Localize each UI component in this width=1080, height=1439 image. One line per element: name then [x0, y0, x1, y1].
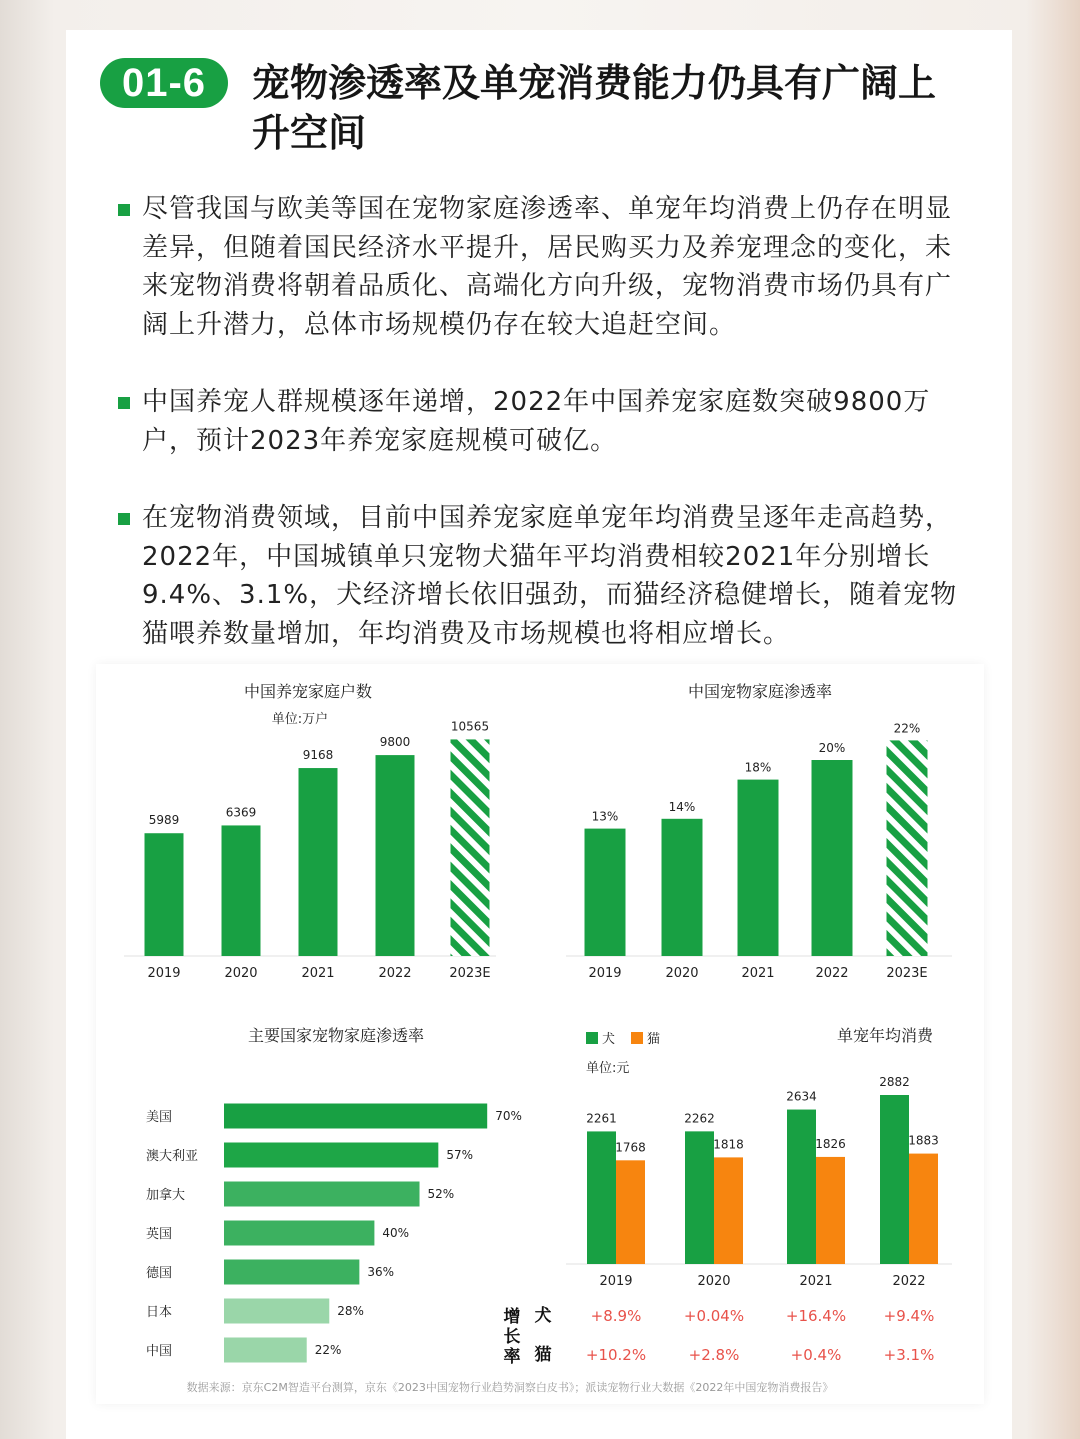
chart2-bar [887, 740, 928, 956]
chart1-bar [376, 755, 415, 956]
growth-value: +16.4% [785, 1307, 847, 1325]
chart1-value-label: 10565 [450, 719, 490, 734]
charts-panel [96, 664, 984, 1404]
chart3-bar [224, 1338, 307, 1363]
chart1-value-label: 6369 [225, 805, 257, 820]
chart4-tick-label: 2021 [799, 1274, 833, 1289]
paragraph-text: 尽管我国与欧美等国在宠物家庭渗透率、单宠年均消费上仍存在明显差异，但随着国民经济水平提升，居民购买力及养宠理念的变化，未来宠物消费将朝着品质化、高端化方向升级，宠物消费市场仍具有广阔上升潜力，总体市场规模仍存在较大追赶空间。 [142, 194, 953, 340]
bullet-square-icon [118, 513, 130, 525]
chart4-bar-cat [816, 1157, 845, 1264]
chart4-bar-cat [616, 1160, 645, 1264]
chart4-value-label-cat: 1826 [815, 1136, 846, 1151]
chart2-tick-label: 2023E [886, 966, 928, 981]
chart4-tick-label: 2022 [892, 1274, 926, 1289]
chart3-bar [224, 1221, 374, 1246]
chart3-value-label: 40% [382, 1226, 410, 1240]
chart4-unit: 单位:元 [586, 1061, 630, 1076]
growth-value: +0.4% [790, 1346, 842, 1364]
growth-value: +2.8% [688, 1346, 740, 1364]
chart3-value-label: 70% [495, 1109, 522, 1123]
chart3-value-label: 22% [314, 1343, 342, 1357]
chart4-bar-dog [787, 1110, 816, 1264]
chart3-category-label: 加拿大 [146, 1188, 186, 1203]
chart4-value-label-cat: 1818 [713, 1137, 744, 1152]
chart3-bar [224, 1104, 487, 1129]
chart4-value-label-dog: 2882 [879, 1075, 910, 1089]
growth-rate-label: 率 [503, 1347, 521, 1367]
chart1-tick-label: 2020 [224, 966, 258, 981]
growth-value: +10.2% [585, 1346, 647, 1364]
section-badge: 01-6 [100, 58, 228, 108]
chart3-category-label: 美国 [146, 1110, 173, 1125]
growth-value: +3.1% [883, 1346, 935, 1364]
chart2-value-label: 13% [591, 809, 619, 824]
legend-swatch-cat [631, 1032, 643, 1044]
chart2-bar [812, 760, 853, 956]
chart1-value-label: 9168 [302, 748, 334, 763]
chart1-unit: 单位:万户 [271, 712, 329, 727]
chart1-tick-label: 2021 [301, 966, 335, 981]
chart3-category-label: 德国 [146, 1266, 173, 1281]
chart2-value-label: 14% [668, 799, 696, 814]
growth-value: +0.04% [683, 1307, 745, 1325]
chart4-tick-label: 2019 [599, 1274, 633, 1289]
chart4-value-label-cat: 1768 [615, 1140, 646, 1155]
chart3-value-label: 36% [367, 1265, 395, 1279]
chart4-bar-cat [909, 1154, 938, 1264]
chart4-bar-dog [587, 1131, 616, 1264]
chart2-bar [662, 819, 703, 956]
chart3-bar [224, 1143, 438, 1168]
growth-value: +9.4% [883, 1307, 935, 1325]
chart3-title: 主要国家宠物家庭渗透率 [247, 1026, 425, 1045]
chart3-bar [224, 1260, 359, 1285]
chart4-value-label-dog: 2261 [586, 1111, 617, 1126]
chart3-value-label: 57% [446, 1148, 473, 1162]
chart4-value-label-cat: 1883 [908, 1133, 939, 1148]
chart4-value-label-dog: 2634 [786, 1089, 817, 1104]
growth-rate-label: 长 [503, 1327, 521, 1347]
chart1-value-label: 5989 [148, 813, 180, 828]
chart3-category-label: 日本 [146, 1305, 173, 1320]
chart1-bar [299, 768, 338, 956]
chart2-tick-label: 2020 [665, 966, 699, 981]
page-title: 宠物渗透率及单宠消费能力仍具有广阔上升空间 [252, 61, 937, 155]
chart2-value-label: 20% [818, 741, 846, 755]
chart1-value-label: 9800 [379, 735, 411, 750]
paragraph-3 [118, 499, 968, 653]
chart4-value-label-dog: 2262 [684, 1111, 715, 1126]
growth-row-label: 猫 [534, 1345, 552, 1365]
paragraph-1 [118, 190, 968, 344]
charts-svg [96, 664, 984, 1404]
chart1-tick-label: 2019 [147, 966, 181, 981]
chart4-title: 单宠年均消费 [836, 1026, 934, 1045]
chart4-bar-dog [880, 1095, 909, 1264]
paragraph-text: 在宠物消费领域，目前中国养宠家庭单宠年均消费呈逐年走高趋势，2022年，中国城镇单只宠物犬猫年平均消费相较2021年分别增长9.4%、3.1%，犬经济增长依旧强劲，而猫经济稳健增长，随着宠物猫喂养数量增加，年均消费及市场规模也将相应增长。 [142, 503, 958, 649]
chart3-value-label: 52% [427, 1187, 455, 1201]
legend-label-dog: 犬 [602, 1032, 616, 1047]
bullet-square-icon [118, 204, 130, 216]
legend-swatch-dog [586, 1032, 598, 1044]
chart3-bar [224, 1182, 420, 1207]
chart3-category-label: 英国 [146, 1227, 173, 1242]
paragraph-text: 中国养宠人群规模逐年递增，2022年中国养宠家庭数突破9800万户，预计2023年养宠家庭规模可破亿。 [142, 387, 931, 456]
chart1-bar [451, 739, 490, 956]
chart2-value-label: 18% [744, 760, 772, 775]
chart2-tick-label: 2022 [815, 966, 849, 981]
chart2-bar [585, 829, 626, 956]
bullet-square-icon [118, 397, 130, 409]
chart4-bar-cat [714, 1157, 743, 1264]
chart3-category-label: 中国 [146, 1344, 173, 1359]
chart1-title: 中国养宠家庭户数 [243, 682, 373, 701]
chart2-title: 中国宠物家庭渗透率 [687, 682, 833, 701]
chart2-tick-label: 2021 [741, 966, 775, 981]
growth-value: +8.9% [590, 1307, 642, 1325]
chart1-tick-label: 2023E [449, 966, 491, 981]
chart3-value-label: 28% [337, 1304, 364, 1318]
paragraph-2 [118, 383, 968, 460]
chart4-tick-label: 2020 [697, 1274, 731, 1289]
growth-row-label: 犬 [534, 1306, 552, 1326]
chart2-value-label: 22% [893, 721, 921, 736]
data-source-footer: 数据来源：京东C2M智造平台测算，京东《2023中国宠物行业趋势洞察白皮书》；派读宠物行业大数据《2022年中国宠物消费报告》 [186, 1381, 834, 1394]
chart3-bar [224, 1299, 329, 1324]
legend-label-cat: 猫 [647, 1032, 661, 1047]
chart2-bar [738, 780, 779, 956]
growth-rate-label: 增 [503, 1307, 521, 1327]
chart2-tick-label: 2019 [588, 966, 622, 981]
chart3-category-label: 澳大利亚 [146, 1149, 199, 1164]
chart1-bar [222, 825, 261, 956]
chart4-bar-dog [685, 1131, 714, 1264]
chart1-tick-label: 2022 [378, 966, 412, 981]
chart1-bar [145, 833, 184, 956]
